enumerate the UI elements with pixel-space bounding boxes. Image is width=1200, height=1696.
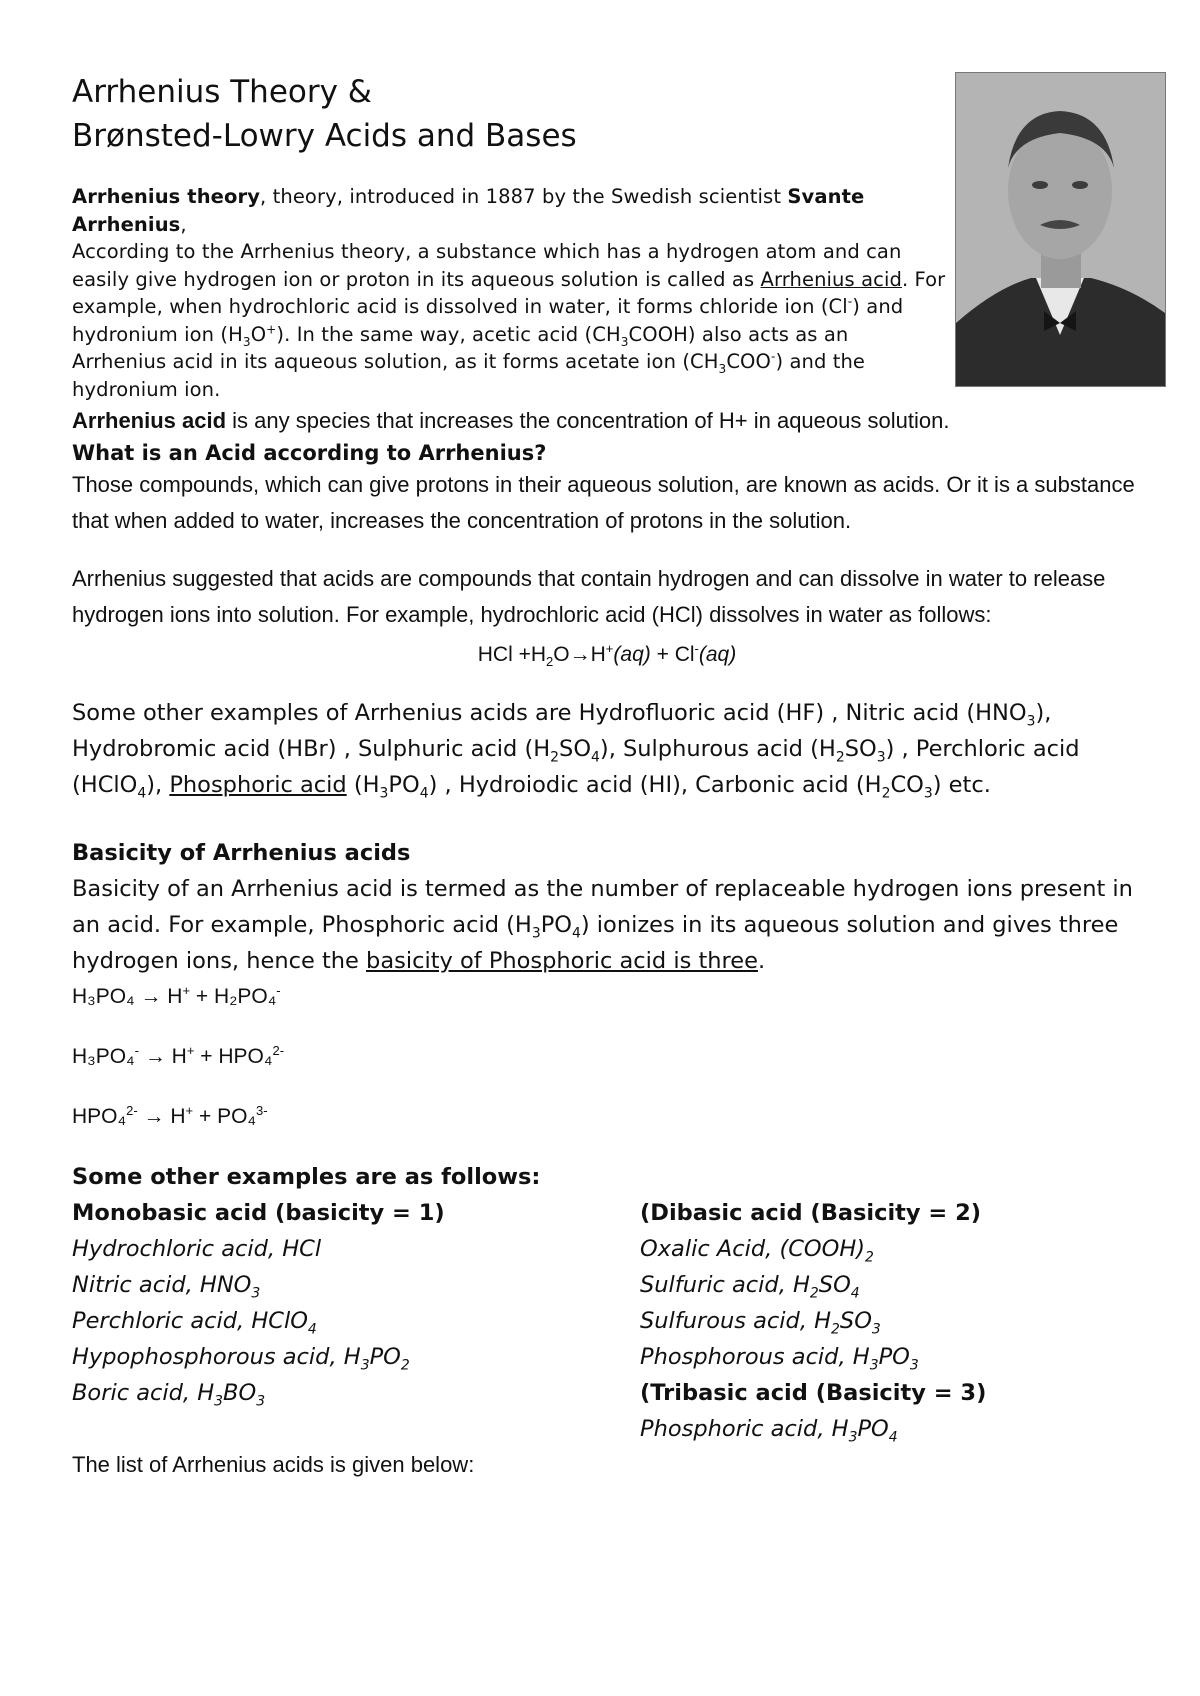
question-heading: What is an Acid according to Arrhenius? [72, 441, 547, 465]
other-examples-heading: Some other examples are as follows: [72, 1164, 541, 1190]
list-item: Oxalic Acid, $(COOH)_2$ [640, 1236, 874, 1266]
title-line-2: Brønsted-Lowry Acids and Bases [72, 118, 577, 154]
basicity-link[interactable]: basicity of Phosphoric acid is three [366, 948, 758, 974]
monobasic-heading: Monobasic acid (basicity = 1) [72, 1200, 445, 1226]
answer-paragraph: Those compounds, which can give protons in their aqueous solution, are known as acids. Or it is a substance that when added to water, increases the concentration of protons in the solution. [72, 472, 1135, 533]
list-item: Nitric acid, $HNO_3$ [72, 1272, 261, 1302]
arrhenius-acid-link[interactable]: Arrhenius acid [760, 267, 902, 291]
phosphoric-acid-link[interactable]: Phosphoric acid [169, 772, 347, 798]
title-line-1: Arrhenius Theory & [72, 74, 372, 110]
arrow-icon: → [569, 643, 591, 666]
examples-paragraph: Some other examples of Arrhenius acids are Hydrofluoric acid (HF) , Nitric acid $(HNO_3)$, Hydrobromic acid (HBr) , Sulphuric acid $(H_2SO_4)$, Sulphurous acid $(H_2SO_3)$ , Perchloric acid (HClO$_4$), Phosphoric acid $(H_3PO_4)$ , Hydroiodic acid (HI), Carbonic acid $(H_2CO_3)$ etc. [72, 700, 1080, 802]
intro-paragraph: Arrhenius theory, theory, introduced in 1887 by the Swedish scientist Svante Arrhenius, According to the Arrhenius theory, a substance which has a hydrogen atom and can easily give hydrogen ion or proton in its aqueous solution is called as Arrhenius acid. For example, when hydrochloric acid is dissolved in water, it forms chloride ion (Cl-) and hydronium ion $(H_3O^+)$. In the same way, acetic acid $(CH_3COOH)$ also acts as an Arrhenius acid in its aqueous solution, as it forms acetate ion $(CH_3COO^-)$ and the hydronium ion. [72, 185, 946, 401]
basicity-paragraph: Basicity of an Arrhenius acid is termed as the number of replaceable hydrogen ions present in an acid. For example, Phosphoric acid $(H_3PO_4)$ ionizes in its aqueous solution and gives three hydrogen ions, hence the basicity of Phosphoric acid is three. [72, 876, 1133, 974]
acid-columns [72, 1195, 1142, 1447]
list-item: Phosphoric acid, $H_3PO_4$ [640, 1416, 898, 1446]
dibasic-heading: (Dibasic acid (Basicity = 2) [640, 1200, 982, 1226]
list-item: Boric acid, $H_3BO_3$ [72, 1380, 266, 1410]
list-item: Hypophosphorous acid, $H_3PO_2$ [72, 1344, 410, 1374]
tribasic-heading: (Tribasic acid (Basicity = 3) [640, 1380, 987, 1406]
scientist-name: Svante Arrhenius [72, 185, 865, 236]
portrait-icon [956, 73, 1165, 386]
portrait-image [955, 72, 1166, 387]
closing-line: The list of Arrhenius acids is given below: [72, 1452, 475, 1477]
reaction-2: H₃PO₄- → H+ + HPO₄$^{2-}$ [72, 1043, 285, 1068]
basicity-heading: Basicity of Arrhenius acids [72, 840, 411, 866]
reaction-3: HPO₄$^{2-}$ → H+ + PO₄$^{3-}$ [72, 1103, 268, 1128]
list-item: Perchloric acid, HClO$_4$ [72, 1308, 317, 1338]
list-item: Hydrochloric acid, HCl [72, 1236, 322, 1262]
suggestion-paragraph: Arrhenius suggested that acids are compounds that contain hydrogen and can dissolve in water to release hydrogen ions into solution. For example, hydrochloric acid (HCl) dissolves in water as follows: [72, 566, 1106, 627]
reaction-1: H₃PO₄ → H+ + H₂PO₄- [72, 983, 281, 1008]
term-arrhenius-theory: Arrhenius theory [72, 185, 261, 208]
list-item: Sulfuric acid, $H_2SO_4$ [640, 1272, 860, 1302]
definition-line: Arrhenius acid is any species that increases the concentration of H+ in aqueous solution. [72, 408, 950, 433]
list-item: Phosphorous acid, $H_3PO_3$ [640, 1344, 919, 1374]
dibasic-column [640, 1195, 1140, 1447]
list-item: Sulfurous acid, $H_2SO_3$ [640, 1308, 881, 1338]
hcl-equation: HCl $+H_2O\to H^+(aq) + Cl^-(aq)$ [477, 641, 737, 670]
monobasic-column [72, 1195, 640, 1447]
